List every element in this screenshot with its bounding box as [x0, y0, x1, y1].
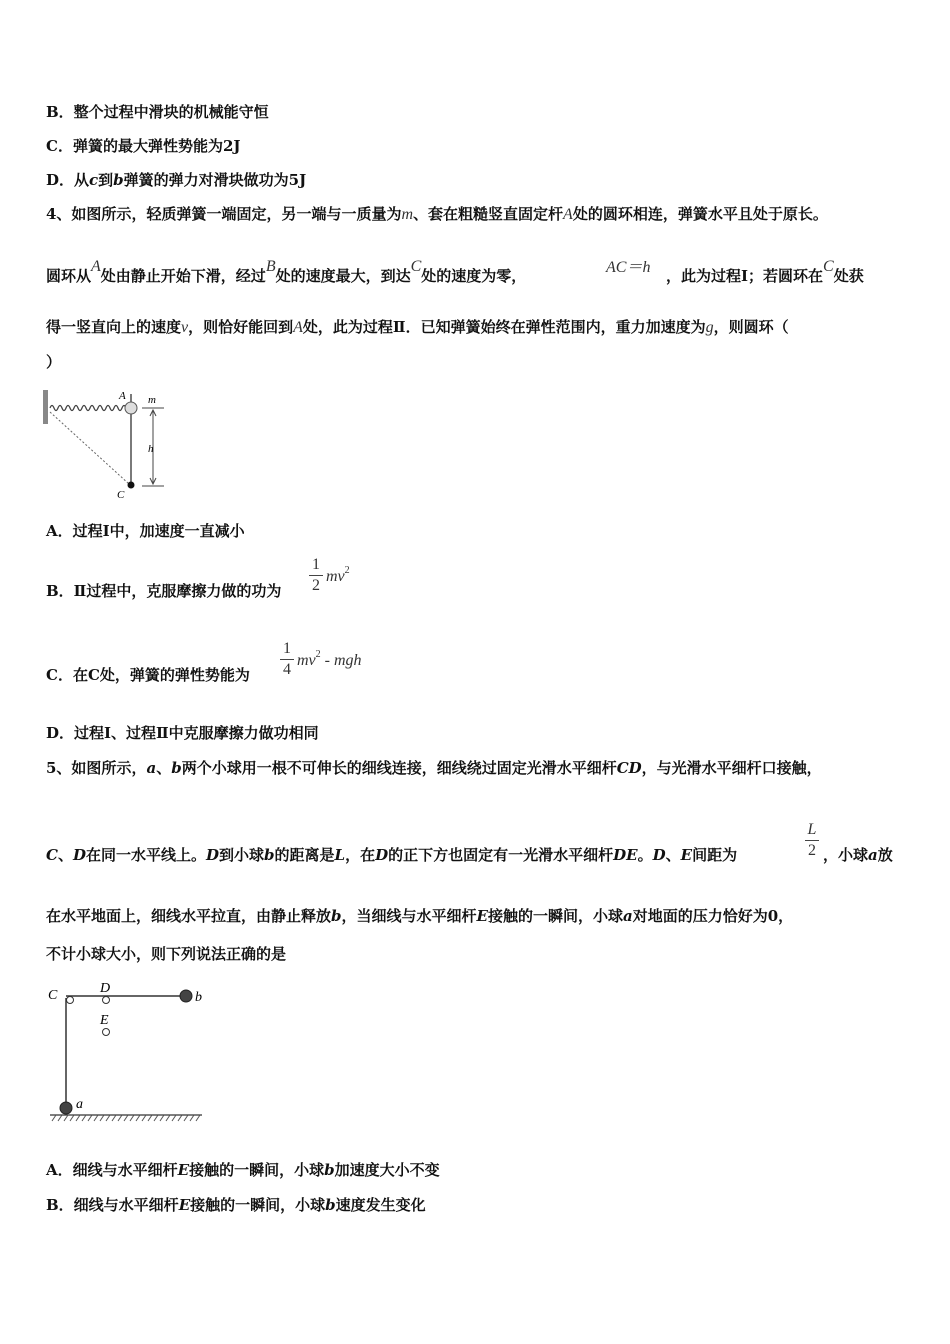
rod-c [67, 997, 74, 1004]
q5-l1b: 、 [156, 759, 172, 777]
q5-var-b2: b [264, 846, 275, 864]
q4-option-d: D．过程Ⅰ、过程Ⅱ中克服摩擦力做功相同 [46, 724, 319, 742]
q5-a-part3: 加速度大小不变 [334, 1161, 440, 1179]
q4-c-fraction [280, 640, 294, 679]
q4-b-fraction [309, 556, 323, 595]
q4-l2e: ，此为过程Ⅰ；若圆环在 [666, 267, 824, 285]
q5-l2f: 的正下方也固定有一光滑水平细杆 [388, 846, 614, 864]
q4-line-1 [46, 204, 828, 225]
q5-var-d3: D [375, 846, 389, 864]
q3-d-b: b [113, 171, 124, 189]
q5-l2j: ，小球 [823, 846, 869, 864]
q5-l2e: ，在 [345, 846, 376, 864]
q4-var-a3: A [293, 319, 303, 336]
q4-l2f: 处获 [833, 267, 864, 285]
q5-var-de: DE [613, 846, 638, 864]
q4-b-mv: mv [326, 568, 345, 585]
q4-l1b: 、套在粗糙竖直固定杆 [413, 205, 564, 223]
q5-l2g: 。 [637, 846, 653, 864]
q5-l3c: 接触的一瞬间，小球 [487, 907, 623, 925]
q5-b-part2: 接触的一瞬间，小球 [190, 1196, 326, 1214]
q5-l2i: 间距为 [692, 846, 738, 864]
q5-b-b: b [325, 1196, 336, 1214]
q4-c-exp: 2 [315, 649, 321, 660]
q5-l2k: 放 [877, 846, 893, 864]
fraction-bar [280, 659, 294, 660]
fig-label-m: m [148, 394, 156, 406]
fig5-label-c: C [48, 988, 58, 1003]
q5-a-e: E [177, 1161, 190, 1179]
ball-a [60, 1102, 72, 1114]
q5-frac-num: L [807, 821, 817, 838]
q5-l2a: 、 [57, 846, 73, 864]
q4-option-c: C．在C处，弹簧的弹性势能为 [46, 666, 250, 684]
spring [50, 406, 130, 411]
q5-l3b: ，当细线与水平细杆 [341, 907, 477, 925]
q4-var-g: g [705, 319, 714, 336]
q4-l2c: 处的速度最大，到达 [275, 267, 411, 285]
q4-b-den: 2 [312, 577, 320, 594]
q4-var-c: C [410, 258, 422, 275]
q5-a-part1: A．细线与水平细杆 [46, 1161, 178, 1179]
q5-l1a: 5、如图所示， [46, 759, 147, 777]
q4-l3c: 处，此为过程Ⅱ．已知弹簧始终在弹性范围内，重力加速度为 [302, 318, 706, 336]
q4-b-num: 1 [312, 556, 320, 573]
q5-var-a: a [146, 759, 157, 777]
q5-line-2-tail [823, 845, 893, 865]
q5-fraction [805, 821, 819, 860]
q5-l2c: 到小球 [219, 846, 265, 864]
q5-line-1 [46, 758, 822, 778]
q5-option-a [46, 1160, 440, 1180]
q4-c-tail: - mgh [320, 652, 362, 669]
q5-a-b: b [324, 1161, 335, 1179]
q5-var-b3: b [331, 907, 342, 925]
q4-l2d: 处的速度为零， [421, 267, 527, 285]
q4-var-m: m [401, 206, 414, 223]
q5-line-4: 不计小球大小，则下列说法正确的是 [46, 945, 287, 963]
q4-line-3 [46, 317, 789, 338]
q3-d-c: c [89, 171, 99, 189]
q4-line-2 [46, 258, 527, 287]
q5-frac-den: 2 [808, 842, 816, 859]
q5-var-d2: D [206, 846, 220, 864]
q4-b-expr [326, 565, 350, 586]
q4-c-num: 1 [283, 640, 291, 657]
q5-var-e: E [680, 846, 693, 864]
q5-var-a2: a [868, 846, 878, 864]
q4-ac-h: AC＝h [606, 259, 651, 276]
q4-var-v: v [181, 319, 189, 336]
q4-l1a: 4、如图所示，轻质弹簧一端固定，另一端与一质量为 [46, 205, 402, 223]
q5-a-part2: 接触的一瞬间，小球 [189, 1161, 325, 1179]
fraction-bar [805, 840, 819, 841]
dashed-path [50, 412, 129, 484]
q5-option-b [46, 1195, 426, 1215]
q5-var-cd: CD [616, 759, 642, 777]
q3-d-prefix: D．从 [46, 171, 90, 189]
q4-c-expr [297, 649, 362, 670]
rod-e [103, 1029, 110, 1036]
q4-l3d: ，则圆环（ [713, 318, 789, 336]
q3-d-suffix: 弹簧的弹力对滑块做功为5J [123, 171, 307, 189]
q3-option-b: B．整个过程中滑块的机械能守恒 [46, 103, 269, 121]
q4-l3b: ，则恰好能回到 [188, 318, 294, 336]
q5-var-e2: E [476, 907, 488, 925]
q5-l3a: 在水平地面上，细线水平拉直，由静止释放 [46, 907, 332, 925]
q5-l3d: 对地面的压力恰好为0， [632, 907, 794, 925]
fig5-label-e: E [100, 1013, 109, 1028]
fig5-label-d: D [100, 981, 111, 996]
q5-var-b: b [171, 759, 182, 777]
q4-var-a2: A [91, 258, 101, 275]
q4-l2a: 圆环从 [46, 267, 92, 285]
fraction-bar [309, 575, 323, 576]
q4-line-2-tail [666, 258, 864, 287]
q4-option-a: A．过程Ⅰ中，加速度一直减小 [46, 522, 245, 540]
q5-var-d: D [72, 846, 86, 864]
q5-var-l: L [334, 846, 346, 864]
q5-b-part3: 速度发生变化 [335, 1196, 426, 1214]
q5-l1d: ，与光滑水平细杆口接触， [641, 759, 822, 777]
ball-b [180, 990, 192, 1002]
q4-c-mv: mv [297, 652, 316, 669]
q5-b-e: E [178, 1196, 191, 1214]
q5-l2b: 在同一水平线上。 [85, 846, 206, 864]
q3-option-c: C．弹簧的最大弹性势能为2J [46, 137, 241, 155]
fig5-label-b: b [195, 990, 202, 1005]
q4-option-b: B．Ⅱ过程中，克服摩擦力做的功为 [46, 582, 282, 600]
q5-l2h: 、 [665, 846, 681, 864]
q5-var-c: C [46, 846, 58, 864]
q4-l3a: 得一竖直向上的速度 [46, 318, 182, 336]
q4-l2b: 处由静止开始下滑，经过 [100, 267, 266, 285]
q5-l2d: 的距离是 [274, 846, 335, 864]
q4-l1c: 处的圆环相连，弹簧水平且处于原长。 [572, 205, 828, 223]
q5-b-part1: B．细线与水平细杆 [46, 1196, 179, 1214]
q5-var-d4: D [652, 846, 666, 864]
ring-at-a [125, 402, 137, 414]
ground-hatch [52, 1115, 200, 1121]
q4-b-exp: 2 [344, 565, 350, 576]
fig-label-c: C [117, 489, 125, 501]
wall [43, 390, 48, 424]
fig-label-a: A [119, 390, 126, 402]
q4-var-b: B [265, 258, 276, 275]
q4-spring-figure [42, 388, 172, 503]
q5-l1c: 两个小球用一根不可伸长的细线连接，细线绕过固定光滑水平细杆 [181, 759, 617, 777]
q5-var-a3: a [622, 907, 633, 925]
q3-d-mid: 到 [98, 171, 114, 189]
fig5-label-a: a [76, 1097, 83, 1112]
q4-var-a: A [563, 206, 573, 223]
q3-option-d [46, 170, 306, 190]
q5-rod-figure [44, 978, 209, 1126]
q4-var-c2: C [823, 258, 834, 275]
rod-d [103, 997, 110, 1004]
fig-label-h: h [148, 443, 154, 455]
q5-line-2 [46, 845, 737, 865]
q5-line-3 [46, 906, 793, 926]
point-c [128, 482, 135, 489]
q4-c-den: 4 [283, 661, 291, 678]
q4-line-4: ） [46, 353, 62, 371]
